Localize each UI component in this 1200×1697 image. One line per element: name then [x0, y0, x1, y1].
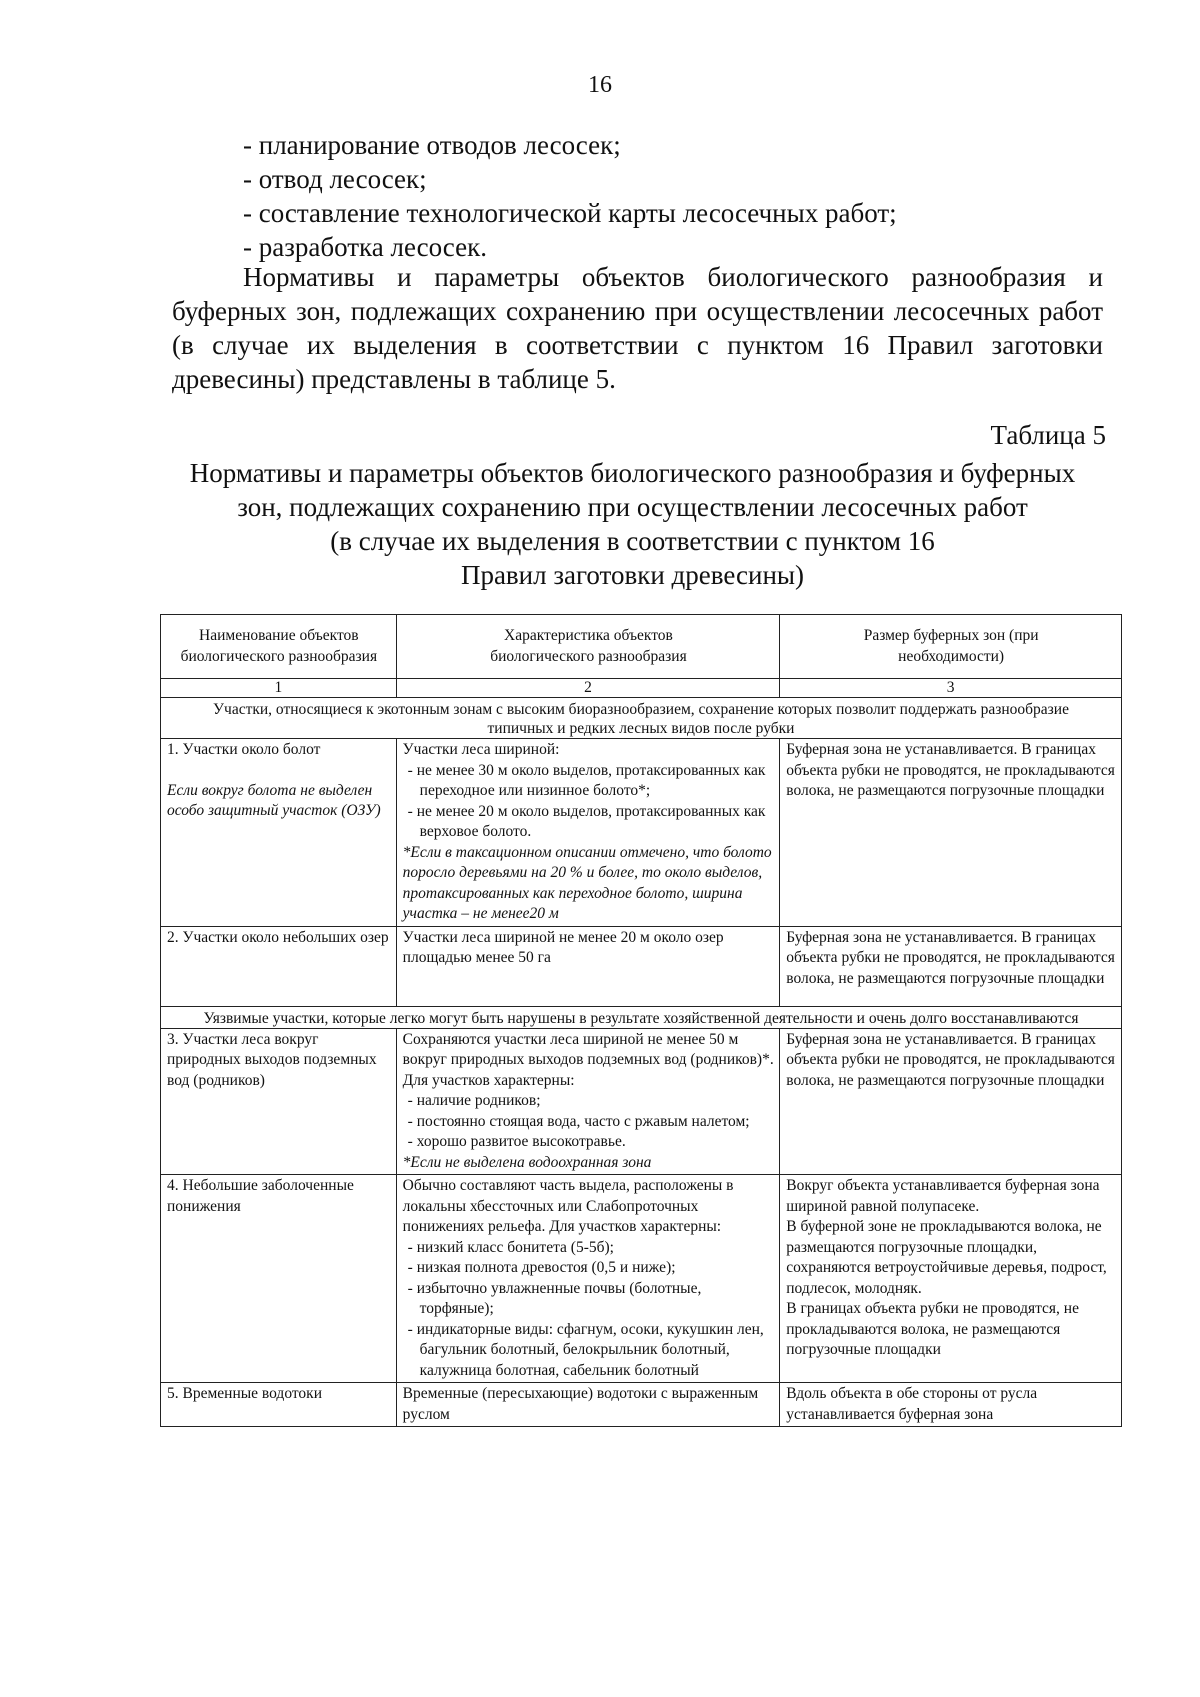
norms-table — [160, 614, 1122, 1427]
column-number: 3 — [780, 679, 1122, 698]
characteristic-item: - не менее 20 м около выделов, протаксированных как верховое болото. — [407, 802, 766, 840]
table-title-line: Нормативы и параметры объектов биологического разнообразия и буферных — [189, 458, 1076, 488]
object-name-cell — [161, 739, 397, 927]
column-number: 1 — [161, 679, 397, 698]
characteristic-item: - хорошо развитое высокотравье. — [407, 1133, 626, 1150]
characteristic-item: - постоянно стоящая вода, часто с ржавым налетом; — [407, 1112, 750, 1130]
buffer-text: В границах объекта рубки не проводятся, не прокладываются волока, не размещаются погрузочные площадки — [786, 1300, 1079, 1358]
characteristic-cell: Участки леса шириной не менее 20 м около озер площадью менее 50 га — [396, 926, 780, 1006]
characteristic-item: - индикаторные виды: сфагнум, осоки, кукушкин лен, багульник болотный, белокрыльник болотный, калужница болотная, сабельник болотный — [407, 1320, 764, 1379]
table-row — [161, 1175, 1122, 1383]
buffer-text: В буферной зоне не прокладываются волока, не размещаются погрузочные площадки, сохраняются ветроустойчивые деревья, подрост, подлесок, молодняк. — [786, 1218, 1107, 1297]
characteristic-cell — [396, 1175, 780, 1383]
buffer-cell: Буферная зона не устанавливается. В границах объекта рубки не проводятся, не прокладываются волока, не размещаются погрузочные площадки — [780, 1028, 1122, 1175]
bullet-item: - разработка лесосек. — [243, 232, 487, 262]
table-row — [161, 1383, 1122, 1427]
table-row — [161, 1028, 1122, 1175]
characteristic-item: - низкая полнота древостоя (0,5 и ниже); — [407, 1259, 676, 1276]
body-paragraph: Нормативы и параметры объектов биологического разнообразия и буферных зон, подлежащих сохранению при осуществлении лесосечных работ (в случае их выделения в соответствии с пунктом 16 Правил заготовки древесины) представлены в таблице 5. — [172, 262, 1103, 394]
characteristic-text: Участки леса шириной: — [402, 741, 560, 758]
column-number-row — [161, 679, 1122, 698]
object-name-cell: 2. Участки около небольших озер — [161, 926, 397, 1006]
characteristic-item: - не менее 30 м около выделов, протаксированных как переходное или низинное болото*; — [407, 761, 766, 799]
section-row — [161, 698, 1122, 739]
page-number: 16 — [588, 72, 612, 98]
header-text: Характеристика объектов биологического разнообразия — [490, 627, 687, 665]
header-cell — [780, 615, 1122, 679]
buffer-text: Вокруг объекта устанавливается буферная зона шириной равной полупасеке. — [786, 1177, 1100, 1215]
characteristic-note: *Если в таксационном описании отмечено, что болото поросло деревьями на 20 % и более, то около выделов, протаксированных как переходное болото, ширина участка – не менее20 м — [402, 843, 772, 922]
characteristic-note: *Если не выделена водоохранная зона — [402, 1153, 652, 1171]
characteristic-text: Сохраняются участки леса шириной не менее 50 м вокруг природных выходов подземных вод (родников)*. Для участков характерны: — [402, 1030, 774, 1089]
characteristic-item: - наличие родников; — [407, 1092, 541, 1109]
object-name-cell: 5. Временные водотоки — [161, 1383, 397, 1427]
buffer-cell — [780, 1175, 1122, 1383]
characteristic-item: - избыточно увлажненные почвы (болотные, торфяные); — [407, 1279, 702, 1317]
characteristic-cell — [396, 1028, 780, 1175]
buffer-cell: Буферная зона не устанавливается. В границах объекта рубки не проводятся, не прокладываются волока, не размещаются погрузочные площадки — [780, 926, 1122, 1006]
table-title — [150, 456, 1115, 592]
section-heading: Уязвимые участки, которые легко могут быть нарушены в результате хозяйственной деятельности и очень долго восстанавливаются — [161, 1006, 1122, 1028]
buffer-cell: Вдоль объекта в обе стороны от русла устанавливается буферная зона — [780, 1383, 1122, 1427]
characteristic-item: - низкий класс бонитета (5-5б); — [407, 1238, 614, 1256]
bullet-item: - планирование отводов лесосек; — [243, 130, 621, 160]
object-name-cell: 3. Участки леса вокруг природных выходов подземных вод (родников) — [161, 1028, 397, 1175]
table-row — [161, 926, 1122, 1006]
characteristic-text: Обычно составляют часть выдела, расположены в локальны хбессточных или Слабопроточных понижениях рельефа. Для участков характерны: — [402, 1177, 734, 1235]
object-name-cell: 4. Небольшие заболоченные понижения — [161, 1175, 397, 1383]
object-name: 1. Участки около болот — [167, 741, 321, 758]
header-cell — [161, 615, 397, 679]
table-row — [161, 739, 1122, 927]
bullet-item: - составление технологической карты лесосечных работ; — [243, 198, 897, 228]
table-title-line: зон, подлежащих сохранению при осуществлении лесосечных работ — [237, 492, 1028, 522]
buffer-cell: Буферная зона не устанавливается. В границах объекта рубки не проводятся, не прокладываются волока, не размещаются погрузочные площадки — [780, 739, 1122, 927]
header-text: Наименование объектов биологического разнообразия — [180, 627, 378, 665]
header-text: Размер буферных зон (при необходимости) — [863, 627, 1039, 665]
bullet-list — [243, 128, 1103, 264]
object-name-note: Если вокруг болота не выделен особо защитный участок (ОЗУ) — [167, 781, 381, 819]
characteristic-cell: Временные (пересыхающие) водотоки с выраженным руслом — [396, 1383, 780, 1427]
table-title-line: (в случае их выделения в соответствии с пунктом 16 — [330, 526, 935, 556]
bullet-item: - отвод лесосек; — [243, 164, 427, 194]
header-cell — [396, 615, 780, 679]
characteristic-cell — [396, 739, 780, 927]
section-heading: Участки, относящиеся к экотонным зонам с высоким биоразнообразием, сохранение которых позволит поддержать разнообразие типичных и редких лесных видов после рубки — [161, 698, 1122, 739]
table-header-row — [161, 615, 1122, 679]
section-row — [161, 1006, 1122, 1028]
column-number: 2 — [396, 679, 780, 698]
table-number: Таблица 5 — [990, 420, 1106, 450]
table-title-line: Правил заготовки древесины) — [460, 560, 805, 590]
